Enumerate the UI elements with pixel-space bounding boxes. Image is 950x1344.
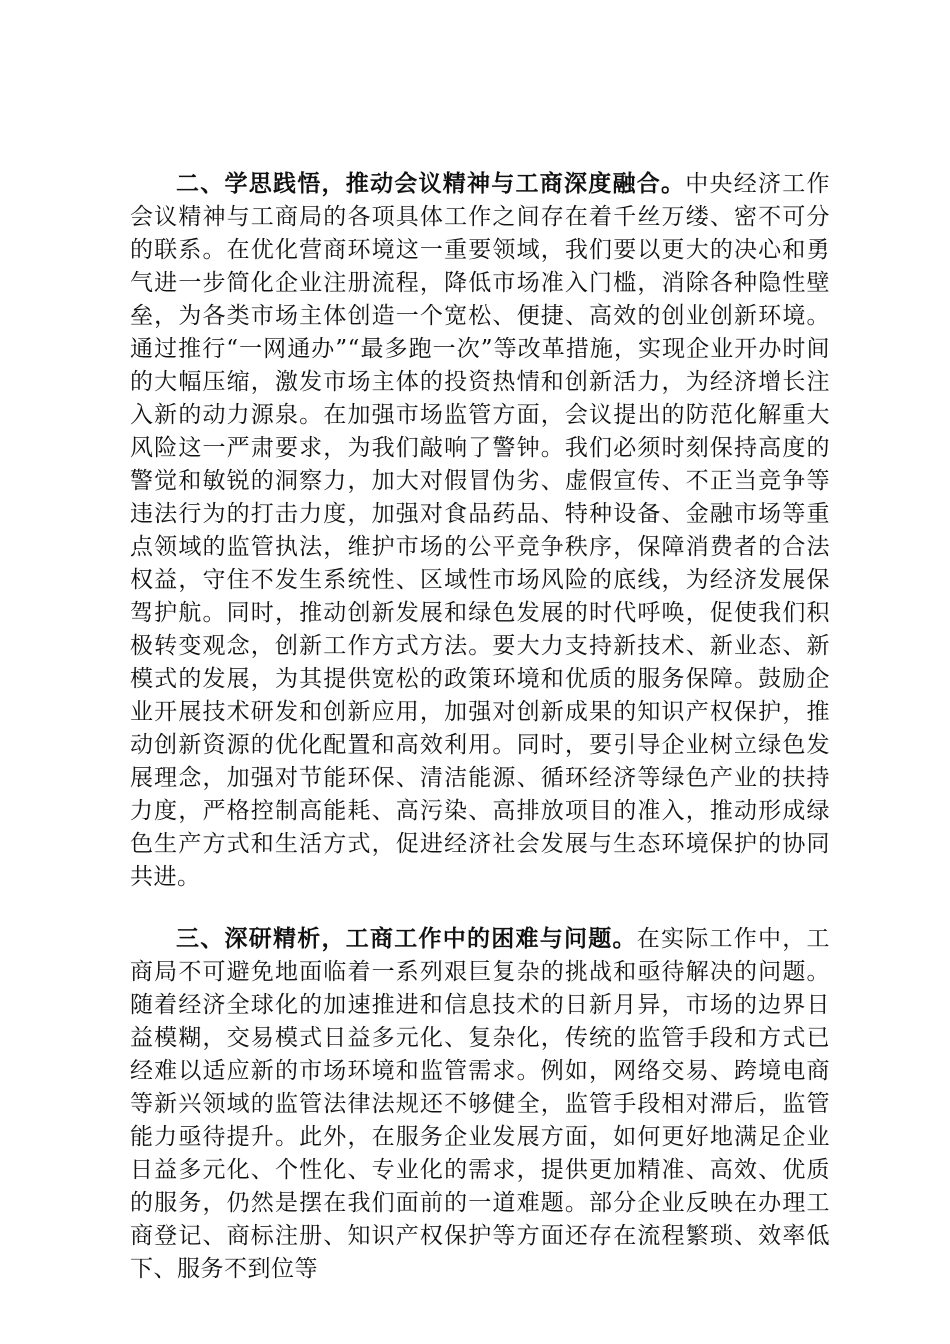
section-three-text: 在实际工作中，工商局不可避免地面临着一系列艰巨复杂的挑战和亟待解决的问题。随着经济全球化的加速推进和信息技术的日新月异，市场的边界日益模糊，交易模式日益多元化、复杂化，传统的监管手段和方式已经难以适应新的市场环境和监管需求。例如，网络交易、跨境电商等新兴领域的监管法律法规还不够健全，监管手段相对滞后，监管能力亟待提升。此外，在服务企业发展方面，如何更好地满足企业日益多元化、个性化、专业化的需求，提供更加精准、高效、优质的服务，仍然是摆在我们面前的一道难题。部分企业反映在办理工商登记、商标注册、知识产权保护等方面还存在流程繁琐、效率低下、服务不到位等	[130, 926, 830, 1282]
section-two-heading: 二、学思践悟，推动会议精神与工商深度融合。	[176, 170, 686, 197]
section-two-text: 中央经济工作会议精神与工商局的各项具体工作之间存在着千丝万缕、密不可分的联系。在优化营商环境这一重要领域，我们要以更大的决心和勇气进一步简化企业注册流程，降低市场准入门槛，消除各种隐性壁垒，为各类市场主体创造一个宽松、便捷、高效的创业创新环境。通过推行“一网通办”“最多跑一次”等改革措施，实现企业开办时间的大幅压缩，激发市场主体的投资热情和创新活力，为经济增长注入新的动力源泉。在加强市场监管方面，会议提出的防范化解重大风险这一严肃要求，为我们敲响了警钟。我们必须时刻保持高度的警觉和敏锐的洞察力，加大对假冒伪劣、虚假宣传、不正当竞争等违法行为的打击力度，加强对食品药品、特种设备、金融市场等重点领域的监管执法，维护市场的公平竞争秩序，保障消费者的合法权益，守住不发生系统性、区域性市场风险的底线，为经济发展保驾护航。同时，推动创新发展和绿色发展的时代呼唤，促使我们积极转变观念，创新工作方式方法。要大力支持新技术、新业态、新模式的发展，为其提供宽松的政策环境和优质的服务保障。鼓励企业开展技术研发和创新应用，加强对创新成果的知识产权保护，推动创新资源的优化配置和高效利用。同时，要引导企业树立绿色发展理念，加强对节能环保、清洁能源、循环经济等绿色产业的扶持力度，严格控制高能耗、高污染、高排放项目的准入，推动形成绿色生产方式和生活方式，促进经济社会发展与生态环境保护的协同共进。	[130, 171, 830, 890]
paragraph-section-three	[130, 922, 830, 1286]
paragraph-section-two	[130, 167, 830, 894]
document-body	[130, 167, 830, 1286]
section-three-heading: 三、深研精析，工商工作中的困难与问题。	[176, 925, 637, 952]
